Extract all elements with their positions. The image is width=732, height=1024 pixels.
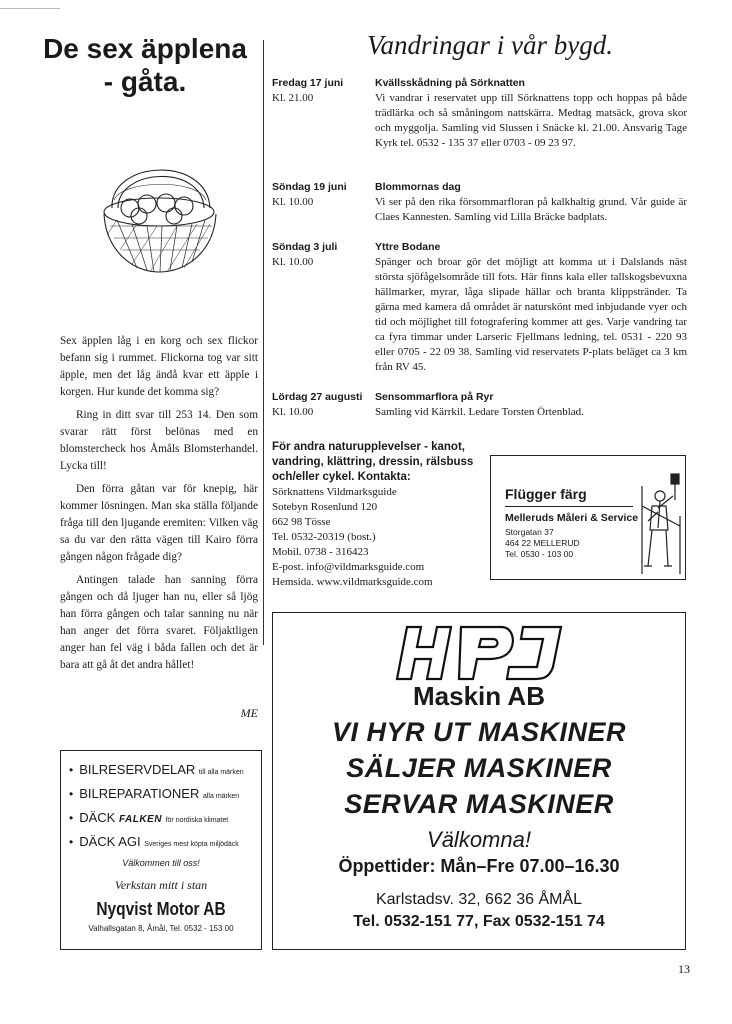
flugger-city: 464 22 MELLERUD [505,538,580,548]
event-text: Vi ser på den rika försommarfloran på kalkhaltig grund. Vår guide är Claes Kannesten. Samling vid Lilla Bräcke badplats. [375,196,687,223]
ad-item [69,759,261,783]
event-date [272,240,372,270]
hpj-logo [393,623,568,683]
column-divider [263,40,264,645]
hpj-slogan: VI HYR UT MASKINER [331,717,627,747]
ad-workshop: Verkstan mitt i stan [114,878,208,892]
ad-item-small: alla märken [202,793,240,800]
event-body [375,180,687,225]
event-time: Kl. 10.00 [272,196,314,208]
ad-item-main: BILRESERVDELAR [79,762,196,777]
ad-item [69,807,261,831]
other-heading: För andra naturupplevelser - kanot, vandring, klättring, dressin, rälsbuss och/eller cykel. Kontakta: [272,441,474,483]
flugger-ad [490,455,686,580]
event-day: Fredag 17 juni [272,77,344,89]
hpj-address: Karlstadsv. 32, 662 36 ÅMÅL [375,891,583,908]
event-time: Kl. 10.00 [272,406,314,418]
page-number: 13 [678,962,690,976]
flugger-street: Storgatan 37 [505,527,554,537]
riddle-title [30,32,260,98]
event-day: Söndag 19 juni [272,181,347,193]
contact-line: 662 98 Tösse [272,516,331,528]
ad-item [69,831,261,855]
event-date [272,76,372,106]
bullet: • [69,811,74,825]
hpj-slogan: SÄLJER MASKINER [346,753,612,783]
event-time: Kl. 21.00 [272,92,314,104]
event-heading: Blommornas dag [375,181,461,193]
event-day: Lördag 27 augusti [272,391,363,403]
event-body [375,390,687,420]
event-heading: Sensommarflora på Ryr [375,391,494,403]
scan-edge-mark [0,8,60,9]
event-text: Samling vid Kärrkil. Ledare Torsten Örtenblad. [375,406,584,418]
contact-line: E-post. info@vildmarksguide.com [272,561,425,573]
flugger-tel: Tel. 0530 - 103 00 [505,549,574,559]
bullet: • [69,787,74,801]
ad-item-main: DÄCK AGI [79,834,141,849]
ad-item-main: DÄCK [79,810,116,825]
falken-logo: FALKEN [118,814,162,825]
divider [505,506,633,507]
riddle-title-line2: - gåta. [103,66,187,97]
contact-line: Sotebyn Rosenlund 120 [272,501,378,513]
hikes-title: Vandringar i vår bygd. [367,30,613,60]
event-time: Kl. 10.00 [272,256,314,268]
event-body [375,240,687,375]
contact-line: Mobil. 0738 - 316423 [272,546,369,558]
ad-item-small: till alla märken [198,769,244,776]
event-day: Söndag 3 juli [272,241,338,253]
hpj-hours: Öppettider: Mån–Fre 07.00–16.30 [338,856,620,876]
painter-illustration [638,466,683,576]
hpj-slogan: SERVAR MASKINER [344,789,614,819]
event-heading: Yttre Bodane [375,241,441,253]
event-date [272,180,372,210]
nyqvist-motor-ad [60,750,262,950]
ad-address: Valhallsgatan 8, Åmål, Tel. 0532 - 153 00 [88,924,234,933]
riddle-text [60,333,258,680]
other-activities [272,440,487,590]
apple-basket-illustration [92,140,227,285]
event-date [272,390,372,420]
hpj-company: Maskin AB [413,681,545,711]
event-body [375,76,687,151]
riddle-paragraph: Den förra gåtan var för knepig, här kommer lösningen. Man ska ställa följande fråga till den ljugande eremiten: Vilken väg sa du var den rätta vägen till Kairo förra gången någon frågade dig? [60,483,258,563]
riddle-paragraph: Antingen talade han sanning förra gången och då ljuger han nu, eller så ljög han förra gången och talar sanning nu när han anger det förra svaret. Följaktligen anger han fel väg i båda fallen och det är bara att gå åt det andra hållet! [60,574,258,671]
contact-line: Tel. 0532-20319 (bost.) [272,531,376,543]
contact-line: Hemsida. www.vildmarksguide.com [272,576,433,588]
ad-item-small: Sveriges mest köpta miljödäck [144,841,239,848]
bullet: • [69,835,74,849]
ad-item [69,783,261,807]
ad-item-small: för nordiska klimatet [165,817,229,824]
hpj-welcome: Välkomna! [427,827,531,852]
event-text: Spänger och broar gör det möjligt att komma ut i Dalslands näst största sjöfågelsområde till fots. Här finns kala eller tallskogsbevuxna hällmarker, myrar, låga slipade hällar och branta klippstränder. Ta gärna med kamera då området är naturskönt med inbjudande vyer och tid och möjlighet till fotografering kommer att ges. Varje vandring tar ca fyra timmar under Larseric Fjellmans ledning, tel. 0531 - 220 93 eller 0705 - 22 09 38. Samling vid reservatets P-plats beläget ca 3 km från RV 45. [375,256,687,373]
ad-company-name: Nyqvist Motor AB [96,899,226,919]
bullet: • [69,763,74,777]
contact-line: Sörknattens Vildmarksguide [272,486,397,498]
event-heading: Kvällsskådning på Sörknatten [375,77,525,89]
ad-welcome: Välkommen till oss! [122,858,200,868]
hpj-tel: Tel. 0532-151 77, Fax 0532-151 74 [353,913,605,930]
riddle-title-line1: De sex äpplena [43,33,247,64]
flugger-title: Flügger färg [505,486,587,502]
riddle-paragraph: Ring in ditt svar till 253 14. Den som svarar rätt först belönas med en blomstercheck hos Åmåls Blomsterhandel. Lycka till! [60,409,258,472]
riddle-paragraph: Sex äpplen låg i en korg och sex flickor befann sig i rummet. Flickorna tog var sitt äpple, men det låg ändå kvar ett äpple i korgen. Hur kunde det komma sig? [60,335,258,398]
hpj-maskin-ad [272,612,686,950]
event-text: Vi vandrar i reservatet upp till Sörknattens topp och hoppas på både trädlärka och så småningom nattskärra. Medtag matsäck, grova skor och myggolja. Samling vid Slussen i Snäcke kl. 21.00. Ansvarig Tage Kyrk tel. 0532 - 135 37 eller 0703 - 09 23 97. [375,92,687,149]
flugger-company: Melleruds Måleri & Service [505,512,639,524]
ad-item-main: BILREPARATIONER [79,786,200,801]
riddle-signature: ME [240,706,258,720]
